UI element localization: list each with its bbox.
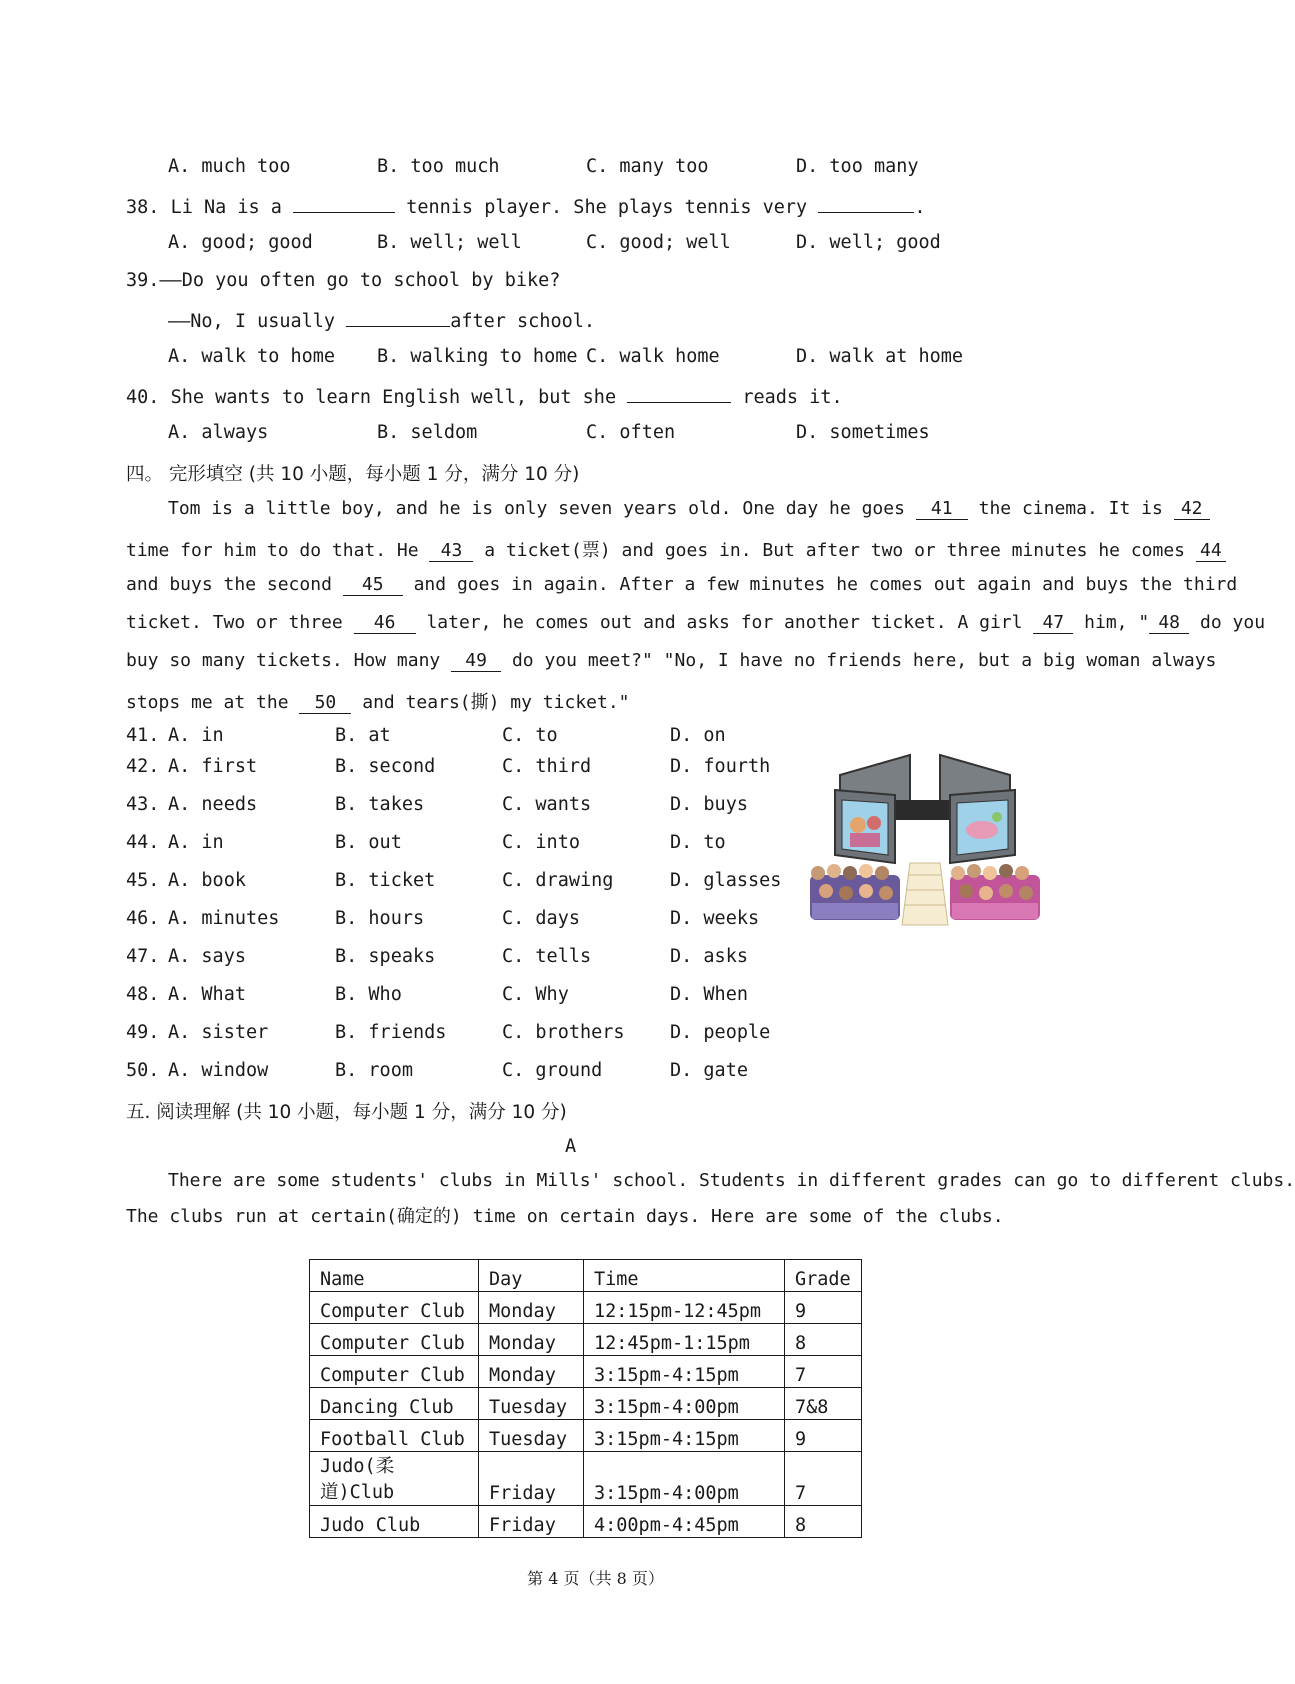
option-b: B. hours	[335, 908, 425, 929]
q40-text: She wants to learn English well, but she	[170, 387, 617, 408]
q40-option-d: D. sometimes	[796, 422, 930, 443]
q39-stem	[126, 270, 560, 291]
cell-day: Tuesday	[479, 1420, 584, 1452]
option-c: C. days	[502, 908, 580, 929]
cloze-text: time for him to do that. He	[126, 540, 419, 561]
option-b: B. speaks	[335, 946, 436, 967]
q39-text: ——Do you often go to school by bike?	[159, 270, 561, 291]
option-c: C. brothers	[502, 1022, 625, 1043]
cell-day: Monday	[479, 1292, 584, 1324]
question-number: 38.	[126, 197, 160, 218]
cloze-text: do you meet?" "No, I have no friends here, but a big woman always	[511, 650, 1217, 671]
cloze-line-5	[126, 650, 1216, 672]
header-name: Name	[310, 1260, 479, 1292]
cell-name: Football Club	[310, 1420, 479, 1452]
table-row	[310, 1420, 862, 1452]
cloze-blank-44: 44	[1196, 540, 1226, 562]
option-number: 47.	[126, 946, 160, 967]
option-d: D. glasses	[670, 870, 782, 891]
cell-name: Judo Club	[310, 1506, 479, 1538]
option-d: D. When	[670, 984, 748, 1005]
cloze-line-2	[126, 536, 1226, 562]
cloze-text: later, he comes out and asks for another ticket. A girl	[426, 612, 1023, 633]
passage-line-1: There are some students' clubs in Mills' school. Students in different grades can go to different clubs.	[168, 1170, 1295, 1191]
q39-text: ——No, I usually	[168, 311, 336, 332]
q39-reply	[168, 308, 595, 332]
cell-day: Friday	[479, 1506, 584, 1538]
option-a: A. in	[168, 725, 224, 746]
cloze-blank-43: 43	[429, 540, 473, 562]
table-row	[310, 1506, 862, 1538]
section-5-heading: 五. 阅读理解 (共 10 小题，每小题 1 分，满分 10 分)	[126, 1102, 567, 1123]
cloze-blank-41: 41	[916, 498, 968, 520]
q39-option-d: D. walk at home	[796, 346, 964, 367]
cloze-text: Tom is a little boy, and he is only seven years old. One day he goes	[168, 498, 905, 519]
cloze-line-4	[126, 612, 1265, 634]
cloze-text: ticket. Two or three	[126, 612, 343, 633]
section-4-heading: 四。 完形填空 (共 10 小题，每小题 1 分，满分 10 分)	[126, 464, 580, 485]
cell-time: 3:15pm-4:00pm	[584, 1452, 785, 1506]
option-number: 46.	[126, 908, 160, 929]
cloze-text: and tears(撕) my ticket."	[362, 692, 630, 713]
cloze-line-6	[126, 688, 630, 714]
cloze-blank-49: 49	[451, 650, 501, 672]
option-d: D. people	[670, 1022, 771, 1043]
q39-option-b: B. walking to home	[377, 346, 578, 367]
cloze-blank-46: 46	[354, 612, 416, 634]
cloze-text: a ticket(票) and goes in. But after two or three minutes he comes	[484, 540, 1186, 561]
cell-grade: 8	[785, 1506, 862, 1538]
cloze-text: the cinema. It is	[978, 498, 1163, 519]
q40-option-b: B. seldom	[377, 422, 478, 443]
q40-option-a: A. always	[168, 422, 269, 443]
q38-option-c: C. good; well	[586, 232, 731, 253]
table-row	[310, 1388, 862, 1420]
passage-line-2: The clubs run at certain(确定的) time on certain days. Here are some of the clubs.	[126, 1206, 1004, 1227]
q38-text: .	[914, 197, 926, 218]
option-b: B. out	[335, 832, 402, 853]
option-c: C. tells	[502, 946, 592, 967]
cinema-illustration	[800, 745, 1050, 930]
option-d: D. weeks	[670, 908, 760, 929]
answer-blank	[293, 194, 395, 213]
q37-option-d: D. too many	[796, 156, 919, 177]
cell-day: Tuesday	[479, 1388, 584, 1420]
cell-time: 12:45pm-1:15pm	[584, 1324, 785, 1356]
q38-text: Li Na is a	[170, 197, 282, 218]
option-b: B. friends	[335, 1022, 447, 1043]
option-number: 50.	[126, 1060, 160, 1081]
table-row	[310, 1452, 862, 1506]
cloze-text: stops me at the	[126, 692, 289, 713]
option-c: C. drawing	[502, 870, 614, 891]
option-number: 42.	[126, 756, 160, 777]
cloze-blank-45: 45	[343, 574, 403, 596]
table-header-row	[310, 1260, 862, 1292]
answer-blank	[627, 384, 731, 403]
q40-text: reads it.	[742, 387, 843, 408]
page-footer: 第 4 页（共 8 页）	[527, 1569, 664, 1588]
cloze-text: buy so many tickets. How many	[126, 650, 441, 671]
cell-grade: 8	[785, 1324, 862, 1356]
q40-stem	[126, 384, 843, 408]
cell-time: 3:15pm-4:00pm	[584, 1388, 785, 1420]
header-day: Day	[479, 1260, 584, 1292]
cell-grade: 7	[785, 1356, 862, 1388]
cell-name: Dancing Club	[310, 1388, 479, 1420]
cell-grade: 9	[785, 1420, 862, 1452]
cell-time: 12:15pm-12:45pm	[584, 1292, 785, 1324]
option-number: 44.	[126, 832, 160, 853]
table-row	[310, 1356, 862, 1388]
option-d: D. fourth	[670, 756, 771, 777]
option-b: B. at	[335, 725, 391, 746]
option-c: C. into	[502, 832, 580, 853]
option-a: A. says	[168, 946, 246, 967]
option-number: 41.	[126, 725, 160, 746]
answer-blank	[818, 194, 914, 213]
cloze-text: do you	[1200, 612, 1266, 633]
q37-option-a: A. much too	[168, 156, 291, 177]
option-a: A. in	[168, 832, 224, 853]
cell-grade: 7&8	[785, 1388, 862, 1420]
cloze-text: him, "	[1084, 612, 1150, 633]
option-number: 45.	[126, 870, 160, 891]
q38-option-a: A. good; good	[168, 232, 313, 253]
option-b: B. takes	[335, 794, 425, 815]
cell-day: Monday	[479, 1324, 584, 1356]
option-a: A. sister	[168, 1022, 269, 1043]
q39-option-c: C. walk home	[586, 346, 720, 367]
q38-option-b: B. well; well	[377, 232, 522, 253]
passage-label: A	[565, 1136, 577, 1157]
cell-time: 4:00pm-4:45pm	[584, 1506, 785, 1538]
q40-option-c: C. often	[586, 422, 676, 443]
cloze-blank-47: 47	[1033, 612, 1073, 634]
cloze-text: and buys the second	[126, 574, 332, 595]
cell-time: 3:15pm-4:15pm	[584, 1420, 785, 1452]
option-number: 43.	[126, 794, 160, 815]
option-c: C. wants	[502, 794, 592, 815]
q38-text: tennis player. She plays tennis very	[406, 197, 808, 218]
cell-grade: 9	[785, 1292, 862, 1324]
option-c: C. ground	[502, 1060, 603, 1081]
option-b: B. Who	[335, 984, 402, 1005]
clubs-table	[309, 1259, 862, 1538]
option-b: B. room	[335, 1060, 413, 1081]
cell-name: Computer Club	[310, 1292, 479, 1324]
option-d: D. to	[670, 832, 726, 853]
cell-grade: 7	[785, 1452, 862, 1506]
option-number: 48.	[126, 984, 160, 1005]
header-grade: Grade	[785, 1260, 862, 1292]
q37-option-b: B. too much	[377, 156, 500, 177]
option-a: A. first	[168, 756, 258, 777]
q39-option-a: A. walk to home	[168, 346, 336, 367]
table-row	[310, 1292, 862, 1324]
cell-day: Monday	[479, 1356, 584, 1388]
option-a: A. minutes	[168, 908, 280, 929]
option-c: C. to	[502, 725, 558, 746]
option-d: D. gate	[670, 1060, 748, 1081]
cloze-text: and goes in again. After a few minutes he comes out again and buys the third	[413, 574, 1238, 595]
cloze-line-1	[168, 498, 1210, 520]
option-b: B. second	[335, 756, 436, 777]
q38-option-d: D. well; good	[796, 232, 941, 253]
q38-stem	[126, 194, 925, 218]
option-d: D. asks	[670, 946, 748, 967]
cell-name: Computer Club	[310, 1356, 479, 1388]
cloze-blank-48: 48	[1149, 612, 1189, 634]
option-d: D. buys	[670, 794, 748, 815]
q37-option-c: C. many too	[586, 156, 709, 177]
cloze-blank-42: 42	[1174, 498, 1210, 520]
question-number: 39.	[126, 270, 160, 291]
question-number: 40.	[126, 387, 160, 408]
q39-text: after school.	[450, 311, 596, 332]
header-time: Time	[584, 1260, 785, 1292]
cell-time: 3:15pm-4:15pm	[584, 1356, 785, 1388]
option-d: D. on	[670, 725, 726, 746]
option-b: B. ticket	[335, 870, 436, 891]
option-a: A. needs	[168, 794, 258, 815]
cell-name: Computer Club	[310, 1324, 479, 1356]
cell-day: Friday	[479, 1452, 584, 1506]
table-row	[310, 1324, 862, 1356]
option-a: A. window	[168, 1060, 269, 1081]
cloze-line-3	[126, 574, 1237, 596]
option-number: 49.	[126, 1022, 160, 1043]
option-c: C. Why	[502, 984, 569, 1005]
option-a: A. book	[168, 870, 246, 891]
option-c: C. third	[502, 756, 592, 777]
cloze-blank-50: 50	[299, 692, 351, 714]
answer-blank	[346, 308, 450, 327]
option-a: A. What	[168, 984, 246, 1005]
cell-name: Judo(柔道)Club	[310, 1452, 479, 1506]
